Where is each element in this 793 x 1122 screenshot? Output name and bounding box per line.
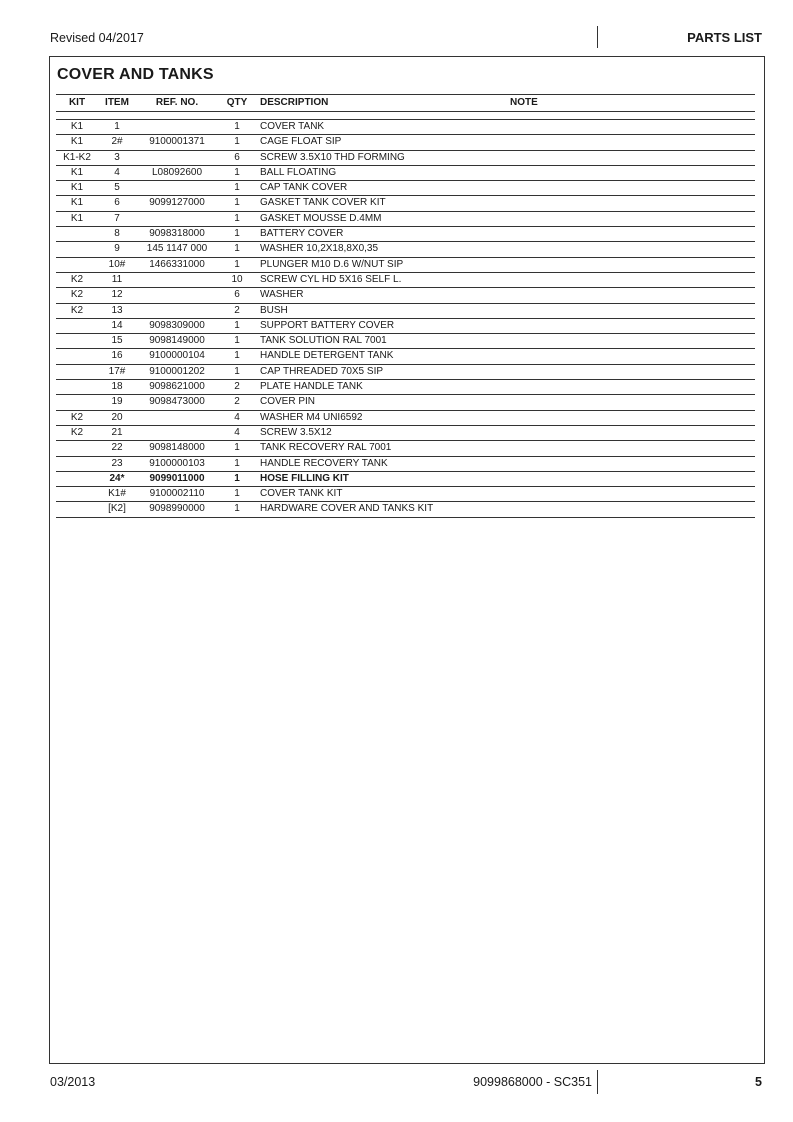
cell-item: 11 [111, 273, 123, 285]
cell-ref: 9100002110 [149, 488, 205, 500]
cell-ref: 9098148000 [149, 442, 205, 454]
cell-qty: 1 [234, 166, 240, 178]
cell-item: 21 [111, 426, 123, 438]
col-item: ITEM [105, 97, 129, 108]
cell-item: K1# [108, 488, 126, 500]
cell-ref: 9098149000 [149, 335, 205, 347]
cell-qty: 1 [234, 457, 240, 469]
cell-kit: K1 [70, 182, 84, 194]
cell-item: 13 [111, 304, 123, 316]
table-body [56, 120, 755, 518]
header-spacer [56, 112, 755, 120]
cell-ref: 9098318000 [149, 228, 205, 240]
page-number: 5 [755, 1075, 762, 1089]
cell-description: TANK RECOVERY RAL 7001 [260, 442, 392, 454]
cell-description: CAP THREADED 70X5 SIP [260, 365, 384, 377]
col-note: NOTE [510, 97, 538, 108]
cell-ref: L08092600 [151, 166, 203, 178]
cell-qty: 2 [234, 381, 240, 393]
cell-qty: 4 [234, 426, 240, 438]
cell-description: CAP TANK COVER [260, 182, 348, 194]
cell-description: SCREW CYL HD 5X16 SELF L. [260, 273, 402, 285]
cell-item: 23 [111, 457, 123, 469]
cell-description: PLUNGER M10 D.6 W/NUT SIP [260, 258, 404, 270]
cell-kit: K1 [70, 166, 84, 178]
table-row [56, 151, 755, 166]
col-description: DESCRIPTION [260, 97, 329, 108]
cell-description: CAGE FLOAT SIP [260, 136, 342, 148]
cell-qty: 10 [231, 273, 243, 285]
cell-description: SCREW 3.5X12 [260, 426, 332, 438]
cell-qty: 1 [234, 228, 240, 240]
cell-item: 9 [114, 243, 120, 255]
cell-description: GASKET MOUSSE D.4MM [260, 212, 382, 224]
cell-qty: 1 [234, 488, 240, 500]
cell-item: 17# [108, 365, 126, 377]
cell-qty: 1 [234, 503, 240, 515]
col-qty: QTY [226, 97, 248, 108]
table-row [56, 304, 755, 319]
cell-description: WASHER M4 UNI6592 [260, 411, 363, 423]
table-row [56, 365, 755, 380]
table-row [56, 457, 755, 472]
footer-document-code: 9099868000 - SC351 [473, 1075, 592, 1089]
cell-item: [K2] [108, 503, 126, 515]
cell-kit: K1-K2 [63, 151, 91, 163]
table-row [56, 196, 755, 211]
cell-description: HANDLE RECOVERY TANK [260, 457, 388, 469]
cell-kit: K2 [70, 426, 84, 438]
cell-ref: 9098473000 [149, 396, 205, 408]
cell-ref: 9098309000 [149, 319, 205, 331]
footer-divider [597, 1070, 598, 1094]
cell-qty: 1 [234, 197, 240, 209]
cell-ref: 9098621000 [149, 381, 205, 393]
table-row [56, 334, 755, 349]
cell-item: 4 [114, 166, 120, 178]
cell-qty: 1 [234, 243, 240, 255]
cell-description: HARDWARE COVER AND TANKS KIT [260, 503, 434, 515]
revision-date: Revised 04/2017 [50, 31, 144, 45]
cell-qty: 1 [234, 121, 240, 132]
table-row [56, 258, 755, 273]
cell-item: 24* [109, 472, 125, 484]
table-row [56, 349, 755, 364]
cell-item: 22 [111, 442, 123, 454]
cell-description: COVER PIN [260, 396, 316, 408]
cell-item: 3 [114, 151, 120, 163]
cell-description: HOSE FILLING KIT [260, 472, 349, 484]
cell-qty: 1 [234, 182, 240, 194]
cell-item: 5 [114, 182, 120, 194]
cell-item: 10# [108, 258, 126, 270]
cell-item: 12 [111, 289, 123, 301]
cell-item: 20 [111, 411, 123, 423]
cell-kit: K2 [70, 411, 84, 423]
cell-description: BUSH [260, 304, 288, 316]
cell-ref: 9100000104 [149, 350, 205, 362]
cell-description: COVER TANK KIT [260, 488, 343, 500]
page-title: COVER AND TANKS [57, 66, 214, 83]
table-row [56, 487, 755, 502]
cell-qty: 1 [234, 442, 240, 454]
table-row [56, 472, 755, 487]
cell-description: COVER TANK [260, 121, 325, 132]
cell-description: BALL FLOATING [260, 166, 337, 178]
table-row [56, 426, 755, 441]
footer-date: 03/2013 [50, 1075, 96, 1089]
cell-description: SUPPORT BATTERY COVER [260, 319, 395, 331]
cell-description: PLATE HANDLE TANK [260, 381, 363, 393]
cell-kit: K1 [70, 212, 84, 224]
cell-ref: 1466331000 [149, 258, 205, 270]
cell-qty: 6 [234, 289, 240, 301]
cell-kit: K2 [70, 289, 84, 301]
cell-item: 1 [114, 121, 120, 132]
cell-ref: 9099011000 [149, 472, 205, 484]
header-divider [597, 26, 598, 48]
cell-description: SCREW 3.5X10 THD FORMING [260, 151, 405, 163]
cell-description: HANDLE DETERGENT TANK [260, 350, 394, 362]
cell-description: GASKET TANK COVER KIT [260, 197, 386, 209]
cell-item: 19 [111, 396, 123, 408]
cell-item: 7 [114, 212, 120, 224]
table-row [56, 319, 755, 334]
cell-qty: 1 [234, 212, 240, 224]
cell-qty: 1 [234, 136, 240, 148]
table-row [56, 395, 755, 410]
cell-qty: 1 [234, 365, 240, 377]
table-row [56, 380, 755, 395]
cell-ref: 9100001202 [149, 365, 205, 377]
table-row [56, 502, 755, 517]
cell-description: TANK SOLUTION RAL 7001 [260, 335, 387, 347]
cell-ref: 9100001371 [149, 136, 205, 148]
cell-qty: 1 [234, 350, 240, 362]
cell-item: 14 [111, 319, 123, 331]
cell-item: 15 [111, 335, 123, 347]
cell-qty: 1 [234, 335, 240, 347]
cell-qty: 2 [234, 396, 240, 408]
table-row [56, 273, 755, 288]
table-row [56, 288, 755, 303]
table-row [56, 242, 755, 257]
cell-description: BATTERY COVER [260, 228, 344, 240]
section-label: PARTS LIST [687, 30, 762, 45]
cell-item: 16 [111, 350, 123, 362]
cell-kit: K1 [70, 136, 84, 148]
col-ref: REF. NO. [155, 97, 199, 108]
cell-ref: 9100000103 [149, 457, 205, 469]
cell-description: WASHER 10,2X18,8X0,35 [260, 243, 379, 255]
cell-ref: 9098990000 [149, 503, 205, 515]
table-row [56, 212, 755, 227]
parts-table [56, 94, 755, 518]
cell-qty: 1 [234, 319, 240, 331]
table-row [56, 227, 755, 242]
table-row [56, 181, 755, 196]
cell-qty: 2 [234, 304, 240, 316]
cell-item: 2# [111, 136, 123, 148]
col-kit: KIT [68, 97, 86, 108]
table-row [56, 166, 755, 181]
cell-description: WASHER [260, 289, 304, 301]
cell-item: 6 [114, 197, 120, 209]
table-row [56, 120, 755, 135]
cell-qty: 1 [234, 258, 240, 270]
cell-item: 18 [111, 381, 123, 393]
cell-ref: 145 1147 000 [146, 243, 208, 255]
cell-ref: 9099127000 [149, 197, 205, 209]
table-header [56, 94, 755, 112]
table-row [56, 135, 755, 150]
cell-qty: 1 [234, 472, 240, 484]
cell-kit: K1 [70, 121, 84, 132]
table-row [56, 411, 755, 426]
cell-kit: K1 [70, 197, 84, 209]
cell-qty: 4 [234, 411, 240, 423]
cell-kit: K2 [70, 273, 84, 285]
cell-item: 8 [114, 228, 120, 240]
cell-kit: K2 [70, 304, 84, 316]
table-row [56, 441, 755, 456]
cell-qty: 6 [234, 151, 240, 163]
